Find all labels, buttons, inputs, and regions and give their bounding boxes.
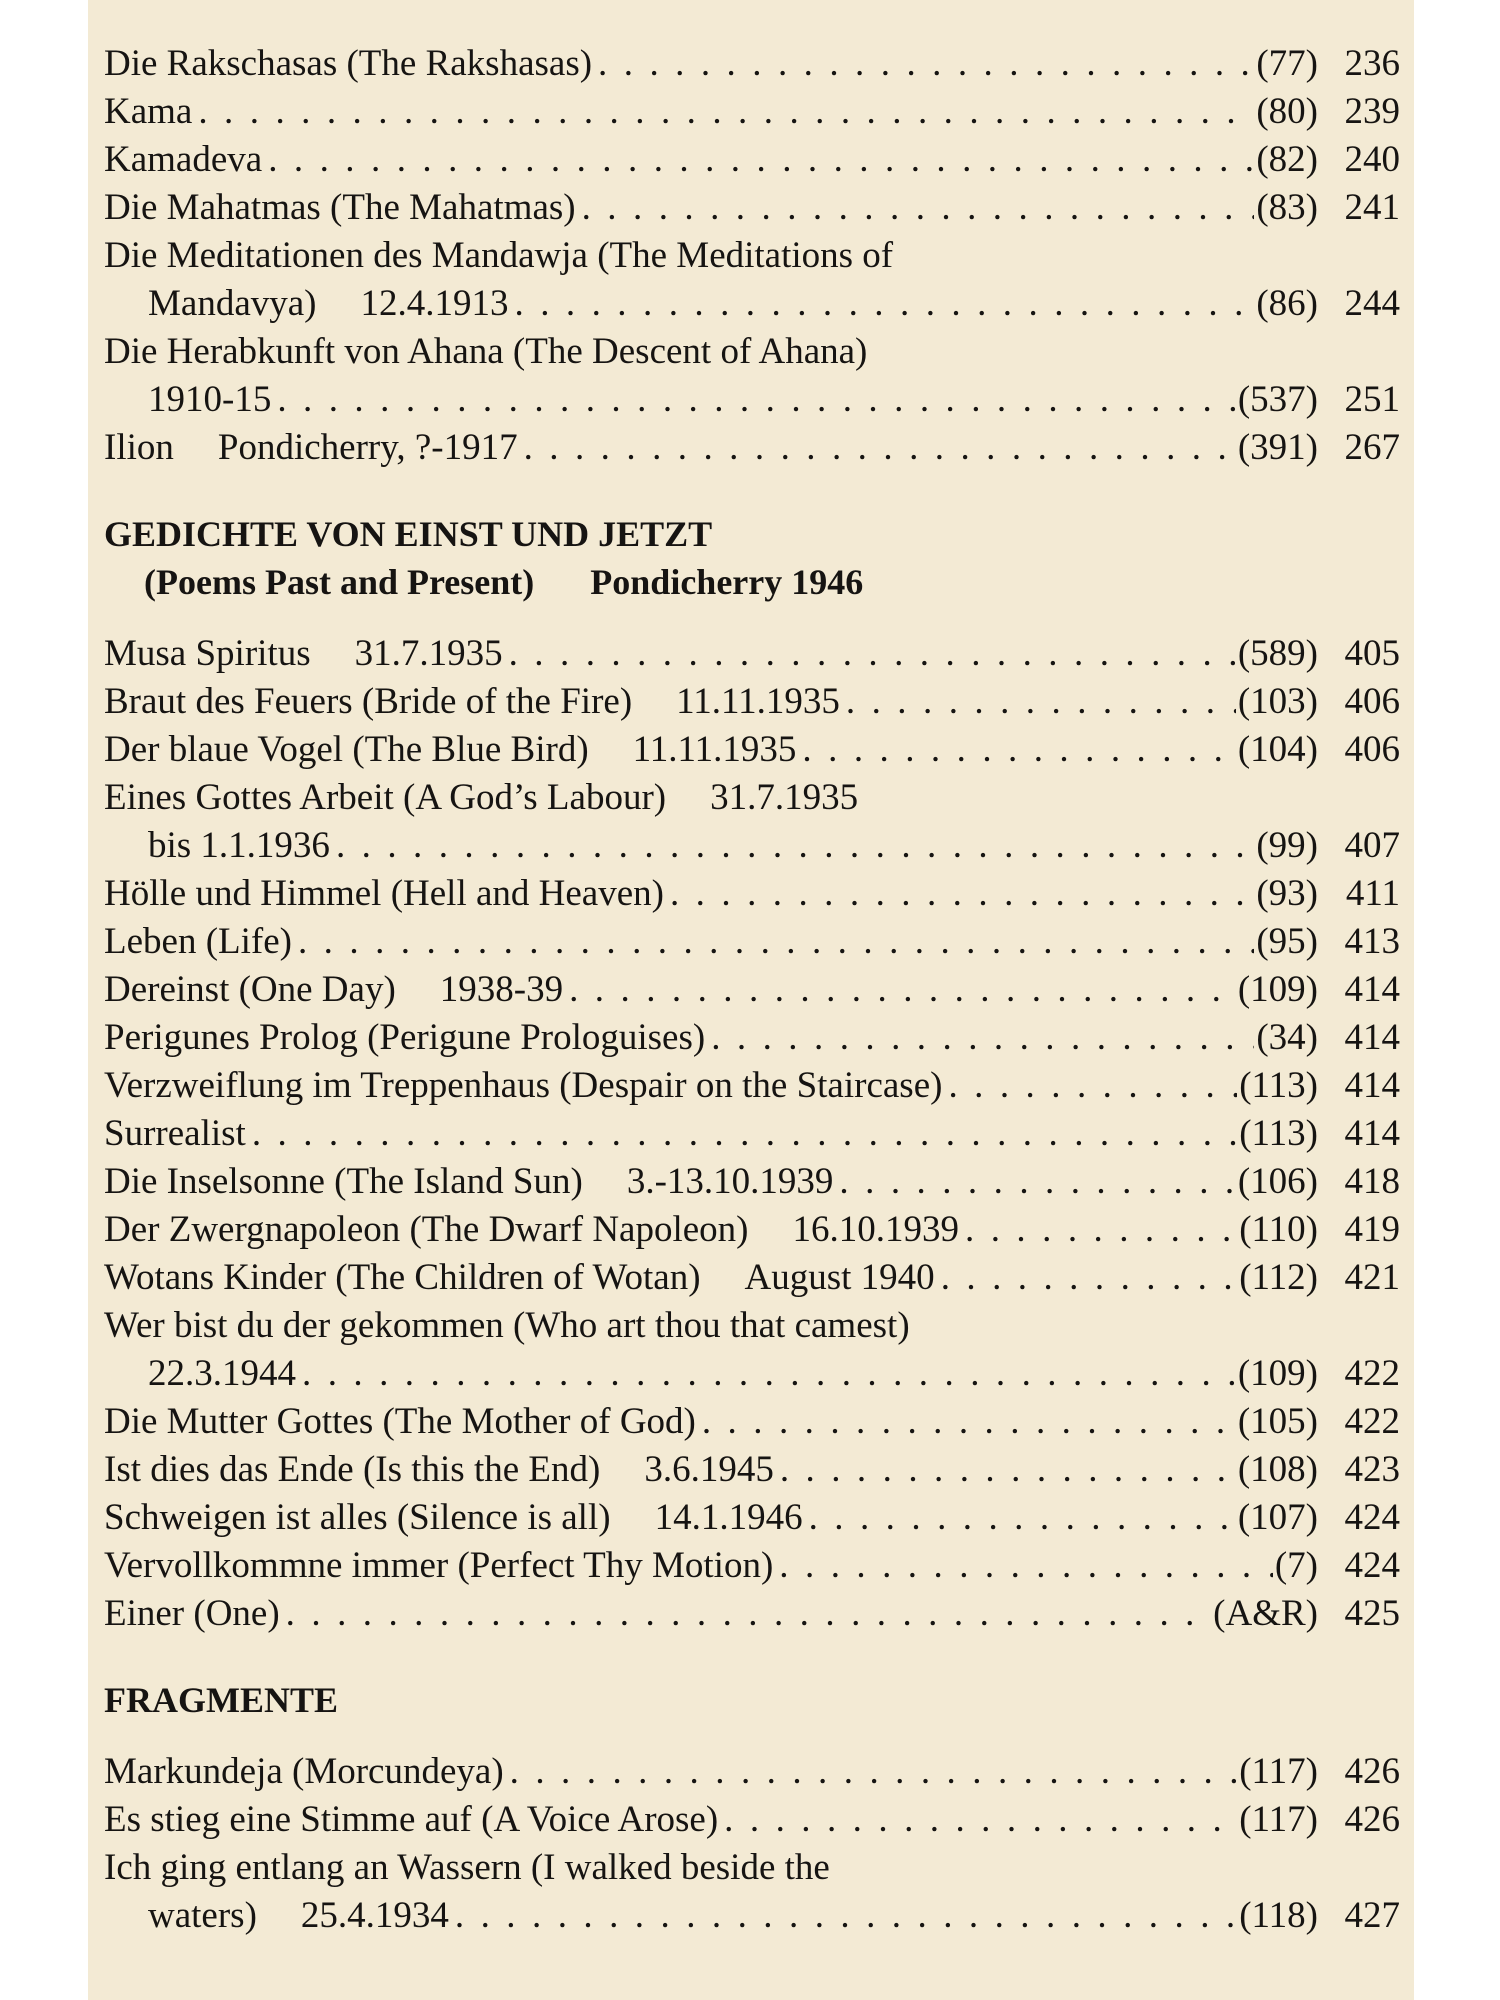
section-fragmente-entries [104,1748,1400,1940]
entry-date: 31.7.1935 [354,633,503,674]
entry-page-number: 414 [1344,1065,1400,1106]
entry-page-number: 421 [1344,1257,1400,1298]
entry-title: Einer (One) [104,1593,280,1634]
entry-ref: (113) [1239,1113,1318,1154]
entry-title: Schweigen ist alles (Silence is all) [104,1497,611,1538]
entry-title: Kama [104,91,193,132]
entry-title-continued: 1910-15 [148,379,272,420]
entry-title: Braut des Feuers (Bride of the Fire) [104,681,633,722]
leader-dots [702,1398,1236,1446]
toc-entry [104,918,1400,966]
leader-dots [569,966,1236,1014]
toc-entry [104,1398,1400,1446]
leader-dots [846,678,1236,726]
entry-page-number: 413 [1344,921,1400,962]
entry-ref: (99) [1256,825,1318,866]
table-of-contents [104,40,1400,1940]
entry-ref: (107) [1237,1497,1318,1538]
entry-page-number: 239 [1344,91,1400,132]
entry-title: Leben (Life) [104,921,292,962]
entry-title: Markundeja (Morcundeya) [104,1751,504,1792]
leader-dots [780,1446,1236,1494]
entry-page-number: 406 [1344,681,1400,722]
leader-dots [670,870,1254,918]
entry-date: 11.11.1935 [676,681,840,722]
entry-title: Der Zwergnapoleon (The Dwarf Napoleon) [104,1209,749,1250]
entry-ref: (117) [1239,1799,1318,1840]
entry-page-number: 424 [1344,1497,1400,1538]
entry-title-continued: 22.3.1944 [148,1353,296,1394]
subheading-title: (Poems Past and Present) [144,562,535,602]
toc-entry [104,870,1400,918]
entry-date: 3.6.1945 [644,1449,774,1490]
leader-dots [510,1748,1238,1796]
leader-dots [302,1350,1236,1398]
entry-date: 11.11.1935 [632,729,797,770]
leader-dots [515,280,1255,328]
toc-entry [104,88,1400,136]
entry-ref: (109) [1237,1353,1318,1394]
entry-date: 1938-39 [439,969,564,1010]
entry-date: 14.1.1946 [654,1497,803,1538]
entry-page-number: 406 [1344,729,1400,770]
leader-dots [941,1254,1238,1302]
entry-page-number: 426 [1344,1751,1400,1792]
leader-dots [802,726,1235,774]
leader-dots [809,1494,1236,1542]
entry-ref: (7) [1274,1545,1318,1586]
entry-title: Wotans Kinder (The Children of Wotan) [104,1257,701,1298]
entry-title: Musa Spiritus [104,633,311,674]
entry-ref: (391) [1237,427,1318,468]
entry-title: Wer bist du der gekommen (Who art thou that camest) [104,1305,910,1346]
book-page [88,0,1414,2000]
toc-entry [104,1446,1400,1494]
leader-dots [839,1158,1235,1206]
entry-title: Surrealist [104,1113,246,1154]
entry-ref: (537) [1237,379,1318,420]
entry-title: Verzweiflung im Treppenhaus (Despair on the Staircase) [104,1065,943,1106]
entry-title: Ich ging entlang an Wassern (I walked beside the [104,1847,830,1888]
entry-title: Dereinst (One Day) [104,969,396,1010]
entry-ref: (86) [1256,283,1318,324]
entry-ref: (108) [1237,1449,1318,1490]
toc-entry [104,1844,1400,1940]
entry-ref: (589) [1237,633,1318,674]
toc-entry [104,630,1400,678]
toc-entry [104,136,1400,184]
entry-page-number: 423 [1344,1449,1400,1490]
toc-entry [104,328,1400,424]
entry-title-continued: waters) [148,1895,257,1936]
leader-dots [524,424,1236,472]
toc-entry [104,1062,1400,1110]
toc-entry [104,1748,1400,1796]
toc-entry [104,1158,1400,1206]
entry-ref: (106) [1237,1161,1318,1202]
leader-dots [252,1110,1237,1158]
section-subheading-gedichte [104,558,1400,606]
subheading-place: Pondicherry 1946 [590,562,864,602]
section-heading-gedichte: GEDICHTE VON EINST UND JETZT [104,514,713,554]
entry-title: Der blaue Vogel (The Blue Bird) [104,729,589,770]
leader-dots [724,1796,1237,1844]
toc-entry [104,424,1400,472]
entry-title-continued: bis 1.1.1936 [148,825,330,866]
entry-ref: (A&R) [1213,1593,1318,1634]
leader-dots [268,136,1254,184]
toc-entry [104,232,1400,328]
entry-ref: (109) [1237,969,1318,1010]
entry-page-number: 422 [1344,1353,1400,1394]
entry-ref: (77) [1256,43,1318,84]
entry-title: Die Meditationen des Mandawja (The Meditations of [104,235,894,276]
entry-title: Vervollkommne immer (Perfect Thy Motion) [104,1545,774,1586]
leader-dots [779,1542,1273,1590]
leader-dots [198,88,1254,136]
leader-dots [286,1590,1212,1638]
entry-ref: (118) [1239,1895,1318,1936]
entry-title: Ilion [104,427,174,468]
entry-ref: (117) [1239,1751,1318,1792]
toc-entry [104,1542,1400,1590]
section-heading-fragmente: FRAGMENTE [104,1680,338,1720]
entry-title-continued: Mandavya) [148,283,317,324]
entry-ref: (34) [1256,1017,1318,1058]
toc-entry [104,774,1400,870]
leader-dots [598,40,1254,88]
entry-ref: (110) [1239,1209,1318,1250]
section-gedichte-entries [104,630,1400,1638]
entry-title: Ist dies das Ende (Is this the End) [104,1449,601,1490]
toc-entry [104,966,1400,1014]
leader-dots [336,822,1254,870]
leader-dots [509,630,1236,678]
entry-page-number: 419 [1344,1209,1400,1250]
entry-ref: (83) [1256,187,1318,228]
entry-page-number: 418 [1344,1161,1400,1202]
toc-entry [104,1302,1400,1398]
entry-date: Pondicherry, ?-1917 [217,427,518,468]
entry-ref: (103) [1237,681,1318,722]
entry-page-number: 414 [1344,969,1400,1010]
entry-page-number: 424 [1344,1545,1400,1586]
entry-date: August 1940 [744,1257,935,1298]
entry-ref: (104) [1237,729,1318,770]
entry-page-number: 407 [1344,825,1400,866]
entry-page-number: 414 [1344,1113,1400,1154]
entry-page-number: 426 [1344,1799,1400,1840]
entry-page-number: 425 [1344,1593,1400,1634]
entry-page-number: 267 [1344,427,1400,468]
entry-date: 3.-13.10.1939 [626,1161,834,1202]
entry-title: Die Mutter Gottes (The Mother of God) [104,1401,696,1442]
section-early-poems [104,40,1400,472]
entry-ref: (82) [1256,139,1318,180]
entry-page-number: 240 [1344,139,1400,180]
leader-dots [948,1062,1237,1110]
entry-ref: (105) [1237,1401,1318,1442]
entry-date: 16.10.1939 [792,1209,960,1250]
leader-dots [965,1206,1237,1254]
leader-dots [711,1014,1254,1062]
toc-entry [104,1494,1400,1542]
entry-date: 12.4.1913 [360,283,509,324]
toc-entry [104,1206,1400,1254]
entry-page-number: 236 [1344,43,1400,84]
entry-title: Die Mahatmas (The Mahatmas) [104,187,576,228]
entry-page-number: 241 [1344,187,1400,228]
toc-entry [104,40,1400,88]
entry-title: Die Herabkunft von Ahana (The Descent of Ahana) [104,331,868,372]
entry-title: Die Inselsonne (The Island Sun) [104,1161,583,1202]
leader-dots [277,376,1236,424]
toc-entry [104,1014,1400,1062]
entry-ref: (95) [1256,921,1318,962]
leader-dots [455,1892,1237,1940]
entry-date: 31.7.1935 [710,777,859,818]
toc-entry [104,1590,1400,1638]
entry-title: Die Rakschasas (The Rakshasas) [104,43,593,84]
entry-page-number: 411 [1345,873,1400,914]
toc-entry [104,1254,1400,1302]
entry-title: Perigunes Prolog (Perigune Prologuises) [104,1017,706,1058]
entry-page-number: 251 [1344,379,1400,420]
entry-page-number: 414 [1344,1017,1400,1058]
entry-page-number: 244 [1344,283,1400,324]
leader-dots [582,184,1255,232]
entry-ref: (80) [1256,91,1318,132]
entry-title: Es stieg eine Stimme auf (A Voice Arose) [104,1799,719,1840]
entry-title: Hölle und Himmel (Hell and Heaven) [104,873,664,914]
toc-entry [104,678,1400,726]
entry-ref: (93) [1256,873,1318,914]
entry-page-number: 427 [1344,1895,1400,1936]
entry-title: Kamadeva [104,139,263,180]
toc-entry [104,726,1400,774]
entry-date: 25.4.1934 [300,1895,449,1936]
entry-title: Eines Gottes Arbeit (A God’s Labour) [104,777,667,818]
toc-entry [104,1796,1400,1844]
entry-page-number: 405 [1344,633,1400,674]
entry-ref: (112) [1239,1257,1318,1298]
leader-dots [298,918,1254,966]
toc-entry [104,1110,1400,1158]
entry-ref: (113) [1239,1065,1318,1106]
entry-page-number: 422 [1344,1401,1400,1442]
toc-entry [104,184,1400,232]
